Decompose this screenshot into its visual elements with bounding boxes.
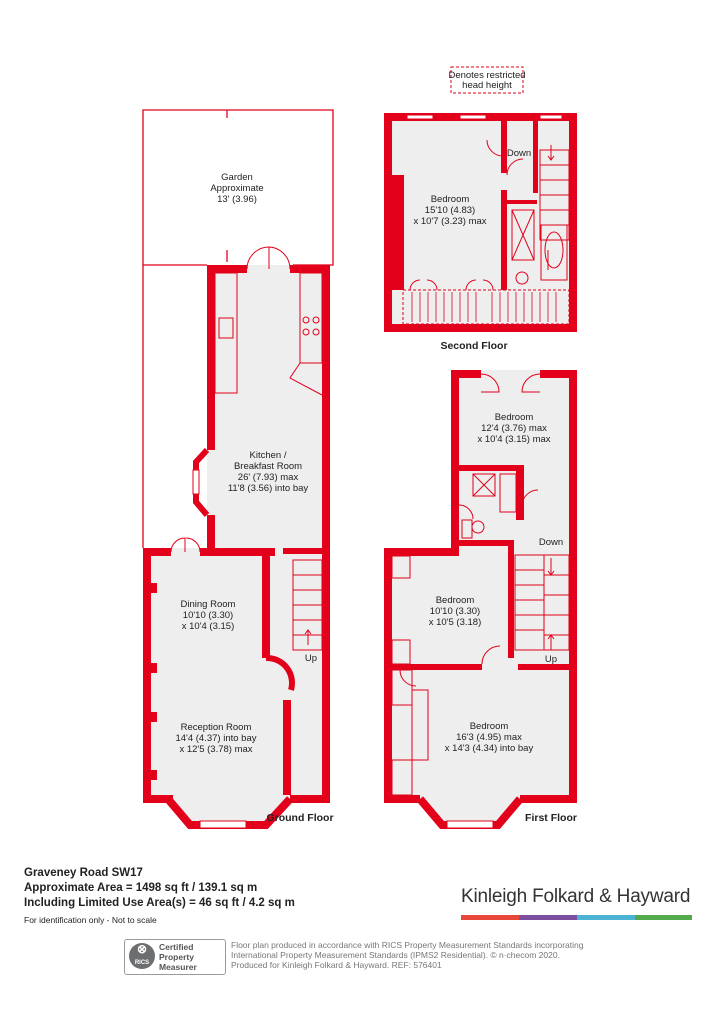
disclaimer-line2: International Property Measurement Standards (IPMS2 Residential). © n·checom 2020.	[231, 950, 560, 960]
dining-size2: x 10'4 (3.15)	[181, 621, 235, 632]
brand-bar-blue	[577, 915, 635, 920]
ground-floor-title: Ground Floor	[266, 812, 334, 824]
agent-brand-name: Kinleigh Folkard & Hayward	[461, 886, 691, 907]
garden-size: 13' (3.96)	[217, 194, 257, 205]
first-bedroom-rear-size1: 12'4 (3.76) max	[481, 423, 547, 434]
kitchen-size1: 26' (7.93) max	[237, 472, 299, 483]
property-info	[24, 866, 295, 928]
rics-badge-text	[159, 942, 197, 972]
second-floor-title: Second Floor	[440, 340, 508, 352]
reception-size2: x 12'5 (3.78) max	[179, 744, 253, 755]
rics-logo-icon: ⊗ RICS	[129, 943, 155, 969]
first-bedroom-rear-name: Bedroom	[494, 412, 534, 423]
dining-size1: 10'10 (3.30)	[182, 610, 234, 621]
first-stairs-up-label: Up	[544, 654, 558, 665]
second-floor	[384, 113, 577, 352]
garden-label	[210, 172, 263, 205]
reception-size1: 14'4 (4.37) into bay	[175, 733, 257, 744]
disclaimer	[231, 940, 651, 970]
second-bedroom-size2: x 10'7 (3.23) max	[413, 216, 487, 227]
first-stairs-down-label: Down	[538, 537, 564, 548]
ground-stairs-label: Up	[304, 653, 318, 664]
second-stairs-label: Down	[506, 148, 532, 159]
brand-bar-green	[635, 915, 692, 920]
first-floor	[384, 370, 577, 828]
legend-line1: Denotes restricted	[448, 70, 526, 81]
first-bedroom-mid-size1: 10'10 (3.30)	[429, 606, 481, 617]
garden-line2: Approximate	[210, 183, 264, 194]
kitchen-name2: Breakfast Room	[233, 461, 303, 472]
rics-logo-text: RICS	[134, 960, 150, 966]
garden-name: Garden	[221, 172, 253, 183]
rics-badge	[124, 939, 226, 975]
first-bedroom-front-size2: x 14'3 (4.34) into bay	[444, 743, 534, 754]
kitchen-size2: 11'8 (3.56) into bay	[227, 483, 309, 494]
brand-bar-purple	[519, 915, 577, 920]
reception-label	[175, 722, 256, 755]
rics-line2: Property	[159, 952, 194, 962]
legend-line2: head height	[462, 80, 512, 91]
disclaimer-line3: Produced for Kinleigh Folkard & Hayward. REF: 576401	[231, 960, 442, 970]
first-floor-title: First Floor	[525, 812, 577, 824]
second-bedroom-name: Bedroom	[430, 194, 470, 205]
first-bedroom-mid-size2: x 10'5 (3.18)	[428, 617, 482, 628]
rics-line1: Certified	[159, 942, 194, 952]
second-bedroom-size1: 15'10 (4.83)	[424, 205, 476, 216]
first-bedroom-mid-label	[429, 595, 482, 628]
rics-line3: Measurer	[159, 962, 197, 972]
kitchen-name: Kitchen /	[249, 450, 287, 461]
first-bedroom-mid-name: Bedroom	[435, 595, 475, 606]
dining-label	[181, 599, 236, 632]
dining-name: Dining Room	[180, 599, 236, 610]
reception-name: Reception Room	[180, 722, 252, 733]
property-address: Graveney Road SW17	[24, 867, 143, 879]
first-bedroom-front-size1: 16'3 (4.95) max	[456, 732, 522, 743]
restricted-height-legend	[448, 67, 525, 93]
disclaimer-line1: Floor plan produced in accordance with RICS Property Measurement Standards incorporating	[231, 940, 584, 950]
first-bedroom-rear-size2: x 10'4 (3.15) max	[477, 434, 551, 445]
approximate-area: Approximate Area = 1498 sq ft / 139.1 sq m	[24, 882, 258, 894]
ground-floor	[143, 110, 334, 828]
brand-bar-red	[461, 915, 519, 920]
scale-note: For identification only - Not to scale	[24, 915, 157, 925]
limited-use-area: Including Limited Use Area(s) = 46 sq ft / 4.2 sq m	[24, 897, 295, 909]
first-bedroom-front-name: Bedroom	[469, 721, 509, 732]
